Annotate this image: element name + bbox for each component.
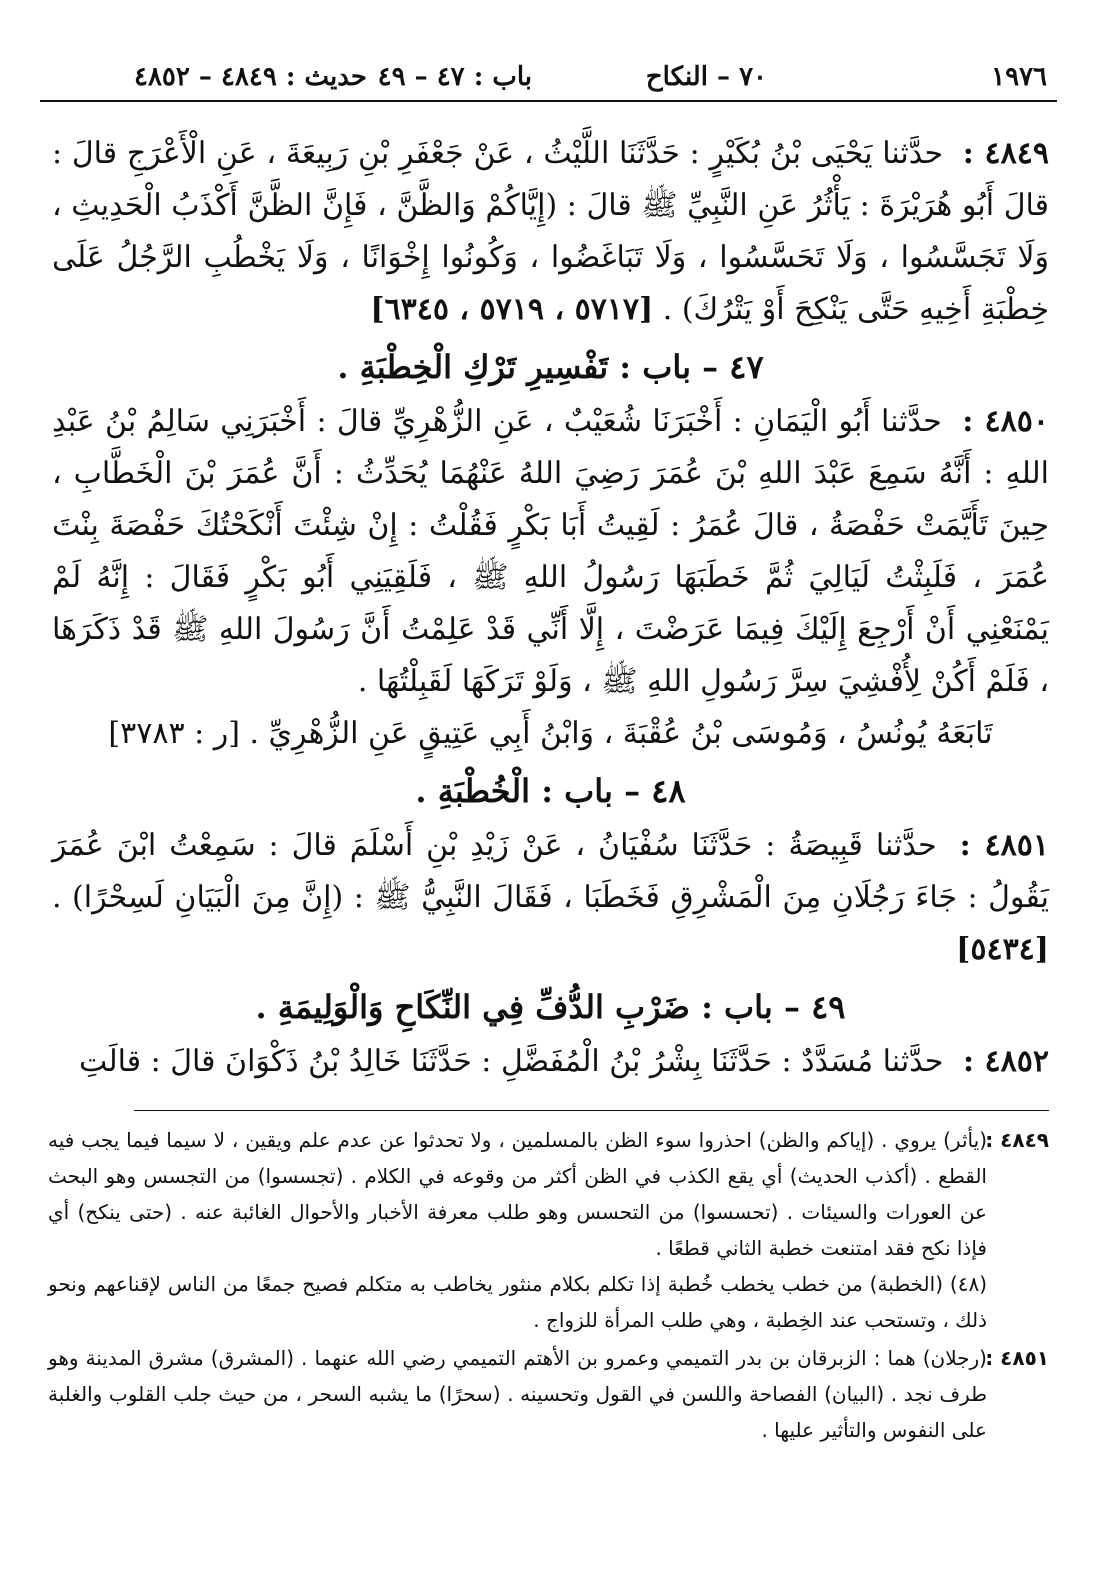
hadith-refs: [٥٧١٧ ، ٥٧١٩ ، ٦٣٤٥] xyxy=(370,292,654,327)
footnote-number: ٤٨٥١ : xyxy=(985,1346,1049,1370)
hadith-text: حدَّثنا أَبُو الْيَمَانِ : أَخْبَرَنَا شُعَيْبٌ ، عَنِ الزُّهْرِيِّ قالَ : أَخْبَرَنِي سَالِمُ بْنُ عَبْدِ اللهِ : أَنَّهُ سَمِعَ عَبْدَ اللهِ بْنَ عُمَرَ رَضِيَ اللهُ عَنْهُمَا يُحَدِّثُ : أَنَّ عُمَرَ بْنَ الْخَطَّابِ ، حِينَ تَأَيَّمَتْ حَفْصَةُ ، قالَ عُمَرُ : لَقِيتُ أَبَا بَكْرٍ فَقُلْتُ : إِنْ شِئْتَ أَنْكَحْتُكَ حَفْصَةَ بِنْتَ عُمَرَ ، فَلَبِثْتُ لَيَالِيَ ثُمَّ خَطَبَهَا رَسُولُ اللهِ ﷺ ، فَلَقِيَنِي أَبُو بَكْرٍ فَقَالَ : إِنَّهُ لَمْ يَمْنَعْنِي أَنْ أَرْجِعَ إِلَيْكَ فِيمَا عَرَضْتَ ، إِلَّا أَنِّي قَدْ عَلِمْتُ أَنَّ رَسُولَ اللهِ ﷺ قَدْ ذَكَرَهَا ، فَلَمْ أَكُنْ لِأُفْشِيَ سِرَّ رَسُولِ اللهِ ﷺ ، وَلَوْ تَرَكَهَا لَقَبِلْتُهَا . xyxy=(52,404,1049,699)
footnote-text: (رجلان) هما : الزبرقان بن بدر التميمي وعمرو بن الأهتم التميمي رضي الله عنهما . (المشرق) مشرق المدينة وهو طرف نجد . (البيان) الفصاحة واللسن في القول وتحسينه . (سحرًا) ما يشبه السحر ، من حيث جلب القلوب والغلبة على النفوس والتأثير عليها . xyxy=(48,1346,987,1442)
hadith-range: حديث : ٤٨٤٩ – ٤٨٥٢ xyxy=(133,62,367,92)
hadith-number: ٤٨٤٩ : xyxy=(962,136,1049,171)
hadith-number: ٤٨٥٢ : xyxy=(963,1044,1049,1079)
book-title: ٧٠ – النكاح xyxy=(645,62,767,92)
hadith-text: حدَّثنا قَبِيصَةُ : حَدَّثَنَا سُفْيَانُ ، عَنْ زَيْدِ بْنِ أَسْلَمَ قالَ : سَمِعْتُ ابْنَ عُمَرَ يَقُولُ : جَاءَ رَجُلَانِ مِنَ الْمَشْرِقِ فَخَطَبَا ، فَقَالَ النَّبِيُّ ﷺ : (إِنَّ مِنَ الْبَيَانِ لَسِحْرًا) . xyxy=(52,828,1049,915)
bab-47-heading: ٤٧ – باب : تَفْسِيرِ تَرْكِ الْخِطْبَةِ . xyxy=(337,348,764,386)
bab-48-heading: ٤٨ – باب : الْخُطْبَةِ . xyxy=(415,772,686,810)
hadith-number: ٤٨٥٠ : xyxy=(962,404,1049,439)
header-divider xyxy=(40,100,1057,102)
hadith-4849 xyxy=(52,128,1049,336)
footnote-text: (يأثر) يروي . (إياكم والظن) احذروا سوء الظن بالمسلمين ، ولا تحدثوا عن عدم علم ويقين ، لا سيما فيما يجب فيه القطع . (أكذب الحديث) أي يقع الكذب في الظن أكثر من وقوعه في الكلام . (تجسسوا) من التجسس وهو البحث عن العورات والسيئات . (تحسسوا) من التحسس وهو طلب معرفة الأخبار والأحوال الغائبة عنه . (حتى ينكح) أي فإذا نكح فقد امتنعت خطبة الثاني قطعًا . xyxy=(48,1128,987,1260)
hadith-4852 xyxy=(52,1036,1049,1088)
bab-49-heading: ٤٩ – باب : ضَرْبِ الدُّفِّ فِي النِّكَاحِ وَالْوَلِيمَةِ . xyxy=(255,988,846,1026)
hadith-text: حدَّثنا مُسَدَّدٌ : حَدَّثَنَا بِشْرُ بْنُ الْمُفَضَّلِ : حَدَّثَنَا خَالِدُ بْنُ ذَكْوَانَ قالَ : قالَتِ xyxy=(78,1044,944,1079)
hadith-number: ٤٨٥١ : xyxy=(959,828,1049,863)
page-header xyxy=(40,52,1057,102)
footnote-4849 xyxy=(48,1122,1049,1338)
hadith-4850 xyxy=(52,396,1049,708)
footnote-number: ٤٨٤٩ : xyxy=(985,1128,1049,1152)
footnote-divider xyxy=(134,1110,1049,1111)
hadith-text: حدَّثنا يَحْيَى بْنُ بُكَيْرٍ : حَدَّثَنَا اللَّيْثُ ، عَنْ جَعْفَرِ بْنِ رَبِيعَةَ ، عَنِ الْأَعْرَجِ قالَ : قالَ أَبُو هُرَيْرَةَ : يَأْثُرُ عَنِ النَّبِيِّ ﷺ قالَ : (إِيَّاكُمْ وَالظَّنَّ ، فَإِنَّ الظَّنَّ أَكْذَبُ الْحَدِيثِ ، وَلَا تَجَسَّسُوا ، وَلَا تَحَسَّسُوا ، وَلَا تَبَاغَضُوا ، وَكُونُوا إِخْوَانًا ، وَلَا يَخْطُبِ الرَّجُلُ عَلَى خِطْبَةِ أَخِيهِ حَتَّى يَنْكِحَ أَوْ يَتْرُكَ) . xyxy=(52,136,1049,327)
bab-range: باب : ٤٧ – ٤٩ xyxy=(377,62,532,92)
page-number: ١٩٧٦ xyxy=(991,62,1047,92)
footnote-4851 xyxy=(48,1340,1049,1448)
footnotes xyxy=(48,1122,1049,1448)
hadith-refs: [٥٤٣٤] xyxy=(956,932,1049,967)
hadith-4851 xyxy=(52,820,1049,976)
footnote-text-bab48: (٤٨) (الخطبة) من خطب يخطب خُطبة إذا تكلم بكلام منثور يخاطب به متكلم فصيح جمعًا من الناس لإقناعهم ونحو ذلك ، وتستحب عند الخِطبة ، وهي طلب المرأة للزواج . xyxy=(48,1272,987,1332)
follow-up-note: تَابَعَهُ يُونُسُ ، وَمُوسَى بْنُ عُقْبَةَ ، وَابْنُ أَبِي عَتِيقٍ عَنِ الزُّهْرِيِّ . [ر : ٣٧٨٣] xyxy=(108,716,993,751)
main-text xyxy=(52,128,1049,1088)
